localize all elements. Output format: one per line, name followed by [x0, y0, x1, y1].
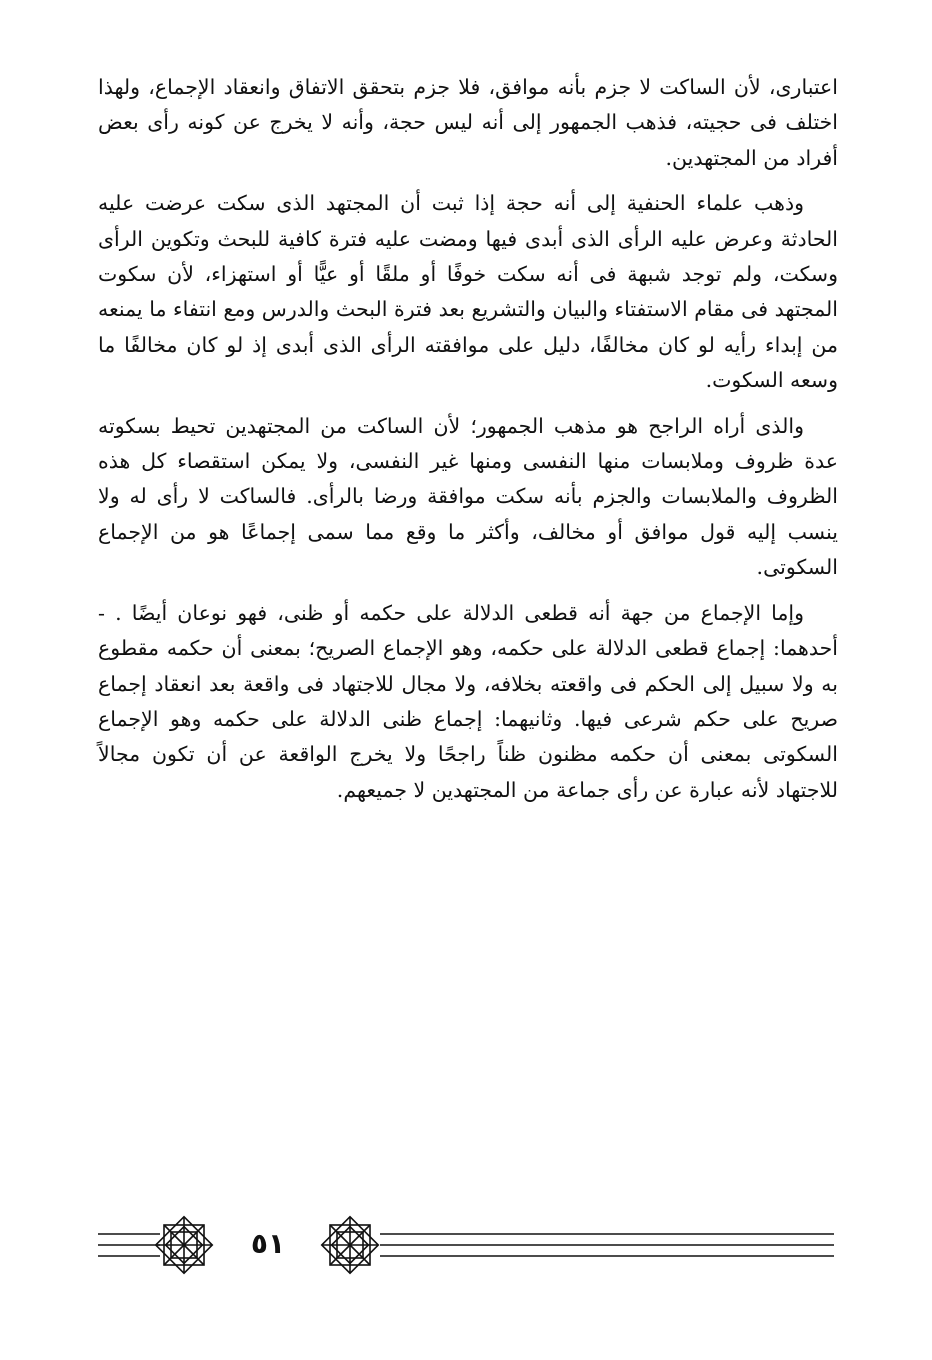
page-footer — [98, 1212, 836, 1278]
left-rule-lines — [98, 1234, 160, 1256]
paragraph-1: اعتبارى، لأن الساكت لا جزم بأنه موافق، فلا جزم بتحقق الاتفاق وانعقاد الإجماع، ولهذا اختلف فى حجيته، فذهب الجمهور إلى أنه ليس حجة، وأنه لا يخرج عن كونه رأى بعض أفراد من المجتهدين. — [98, 75, 838, 170]
paragraph-2: وذهب علماء الحنفية إلى أنه حجة إذا ثبت أن المجتهد الذى سكت عرضت عليه الحادثة وعرض عليه الرأى الذى أبدى فيها ومضت عليه فترة كافية للبحث وتكوين الرأى وسكت، ولم توجد شبهة فى أنه سكت خوفًا أو ملقًا أو عيًّا أو استهزاء، لأن سكوت المجتهد فى مقام الاستفتاء والبيان والتشريع بعد فترة البحث والدرس ومع انتفاء ما يمنعه من إبداء رأيه لو كان مخالفًا، دليل على موافقته الرأى الذى أبدى إذ لو كان مخالفًا ما وسعه السكوت. — [98, 191, 838, 393]
footer-ornament-rules — [98, 1212, 836, 1278]
right-star-icon — [322, 1217, 379, 1274]
paragraph-3: والذى أراه الراجح هو مذهب الجمهور؛ لأن الساكت من المجتهدين تحيط بسكوته عدة ظروف وملابسات منها النفسى ومنها غير النفسى، ولا يمكن استقصاء كل هذه الظروف والملابسات والجزم بأنه سكت موافقة ورضا بالرأى. فالساكت لا رأى له ولا ينسب إليه قول موافق أو مخالف، وأكثر ما وقع مما سمى إجماعًا هو من الإجماع السكوتى. — [98, 413, 838, 580]
right-rule-lines — [380, 1234, 834, 1256]
left-star-icon — [156, 1217, 213, 1274]
page-number: ٥١ — [250, 1227, 286, 1260]
paragraph-4: وإما الإجماع من جهة أنه قطعى الدلالة على حكمه أو ظنى، فهو نوعان أيضًا . - أحدهما: إجماع قطعى الدلالة على حكمه، وهو الإجماع الصريح؛ بمعنى أن حكمه مقطوع به ولا سبيل إلى الحكم فى واقعته بخلافه، ولا مجال للاجتهاد فى واقعة بعد انعقاد إجماع صريح على حكم شرعى فيها. وثانيهما: إجماع ظنى الدلالة على حكمه وهو الإجماع السكوتى بمعنى أن حكمه مظنون ظناً راجحًا ولا يخرج الواقعة عن أن تكون مجالاً للاجتهاد لأنه عبارة عن رأى جماعة من المجتهدين لا جميعهم. — [98, 600, 838, 802]
body-text — [98, 70, 838, 818]
